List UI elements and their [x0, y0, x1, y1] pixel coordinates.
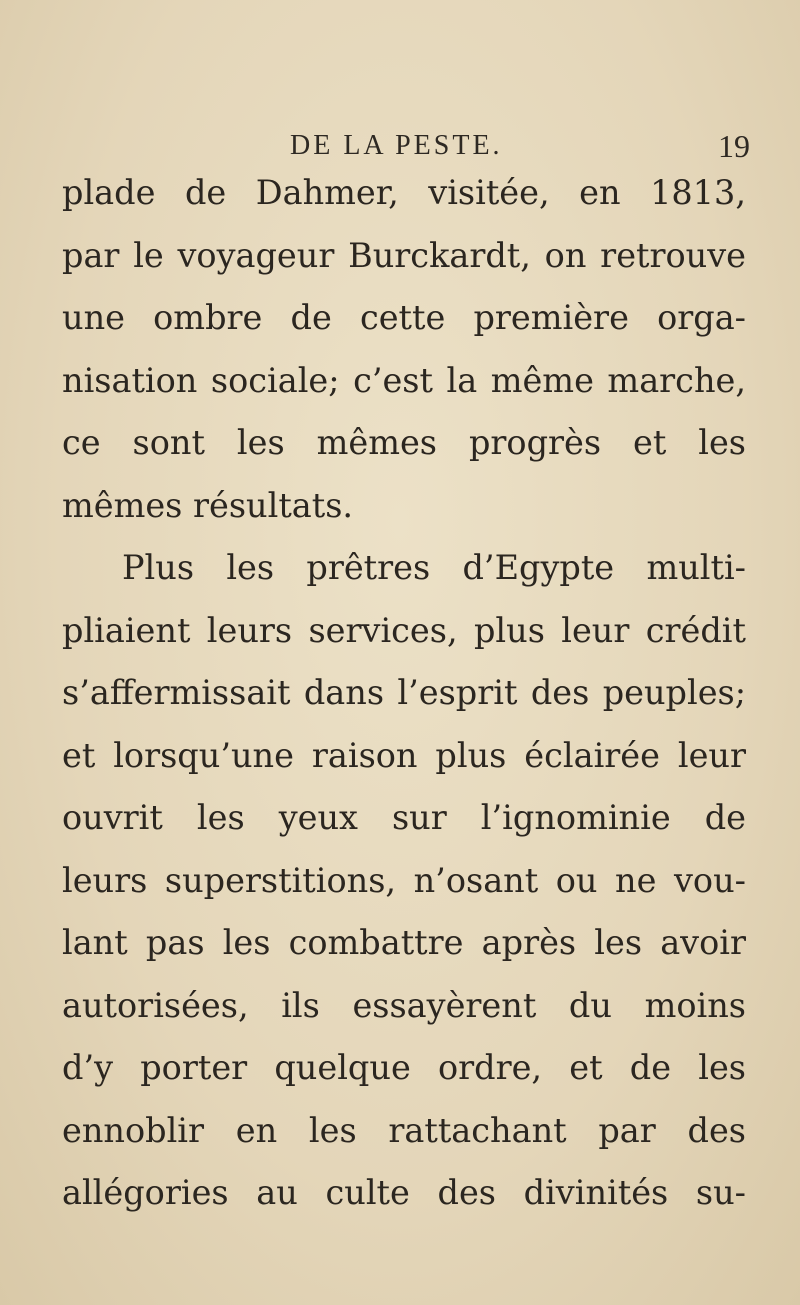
page-number: 19 — [718, 128, 750, 164]
running-head — [0, 130, 800, 166]
body-text — [62, 162, 746, 1225]
text-line: mêmes résultats. — [62, 485, 354, 525]
text-line: et lorsqu’une raison plus éclairée leur — [62, 735, 746, 775]
text-line: d’y porter quelque ordre, et de les — [62, 1048, 746, 1087]
text-line: par le voyageur Burckardt, on retrouve — [62, 235, 746, 275]
text-line: ouvrit les yeux sur l’ignominie de — [62, 798, 746, 837]
text-line: ennoblir en les rattachant par des — [62, 1110, 746, 1150]
text-line: plade de Dahmer, visitée, en 1813, — [62, 173, 746, 212]
text-line: leurs superstitions, n’osant ou ne vou- — [62, 860, 746, 900]
text-line: allégories au culte des divinités su- — [62, 1173, 746, 1212]
text-line: autorisées, ils essayèrent du moins — [62, 985, 746, 1025]
running-title: DE LA PESTE. — [290, 130, 503, 161]
text-line: lant pas les combattre après les avoir — [62, 923, 746, 962]
text-line: s’affermissait dans l’esprit des peuples; — [62, 673, 746, 712]
text-line: nisation sociale; c’est la même marche, — [62, 360, 746, 400]
text-line: une ombre de cette première orga- — [62, 298, 746, 337]
text-line: Plus les prêtres d’Egypte multi- — [122, 548, 746, 587]
text-line: pliaient leurs services, plus leur crédit — [62, 610, 746, 650]
text-line: ce sont les mêmes progrès et les — [62, 423, 746, 462]
